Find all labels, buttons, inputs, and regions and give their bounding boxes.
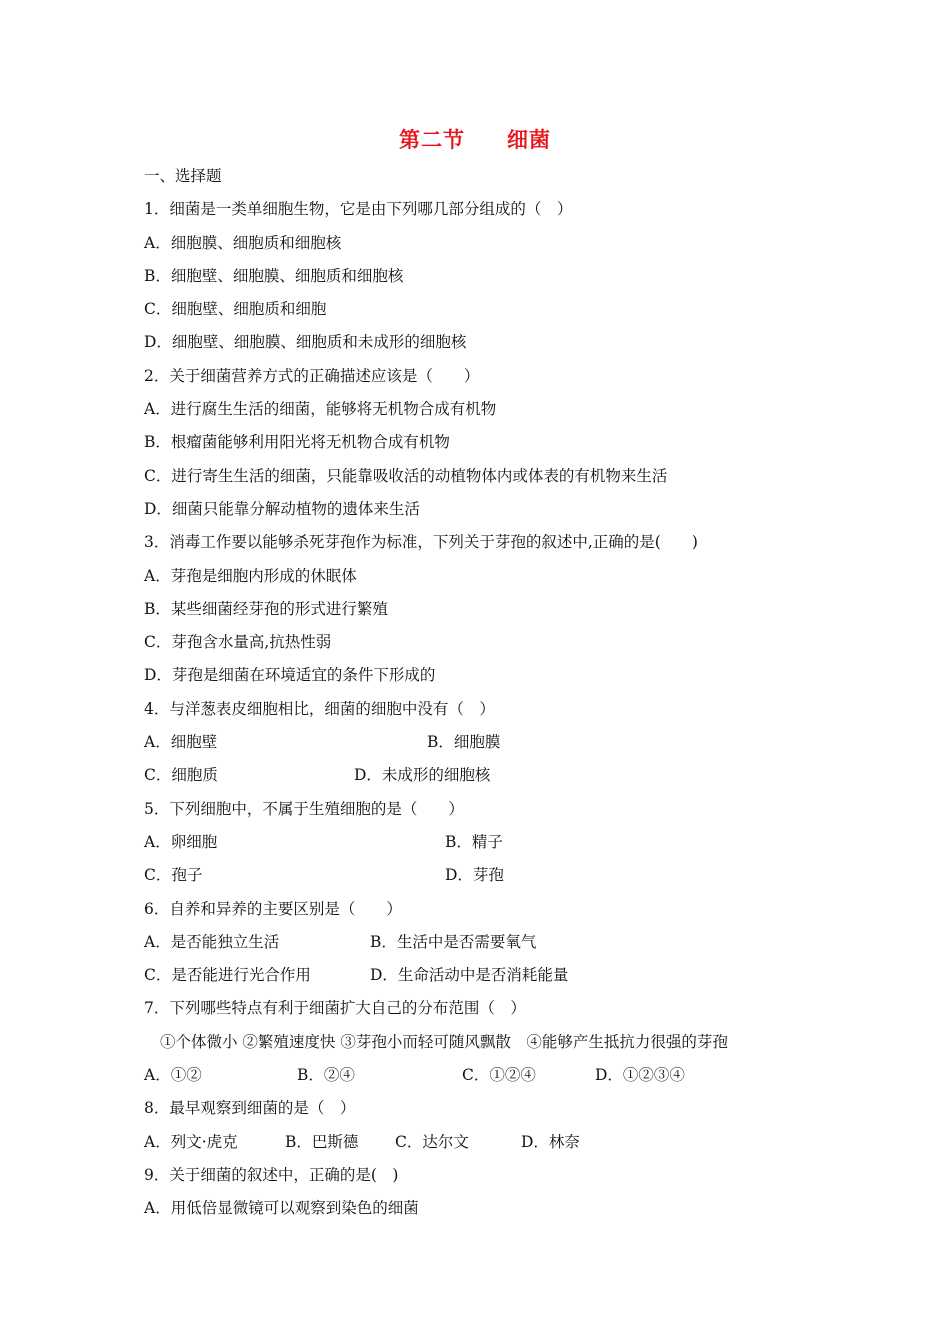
question-option: D．①②③④ (595, 1066, 685, 1085)
question-option: D．芽孢是细菌在环境适宜的条件下形成的 (144, 666, 436, 685)
option-row (144, 826, 824, 859)
question-stem: 3．消毒工作要以能够杀死芽孢作为标准，下列关于芽孢的叙述中,正确的是( ) (144, 533, 698, 552)
question-option: C．①②④ (462, 1066, 536, 1085)
question-stem: 4．与洋葱表皮细胞相比，细菌的细胞中没有（ ） (144, 699, 495, 718)
question-option: A．芽孢是细胞内形成的休眠体 (144, 566, 357, 585)
section-heading: 一、选择题 (144, 167, 222, 185)
question-option: B．细胞壁、细胞膜、细胞质和细胞核 (144, 266, 404, 285)
question-option: D．林奈 (521, 1132, 580, 1151)
option-row (144, 1059, 824, 1092)
question-stem: 2．关于细菌营养方式的正确描述应该是（ ） (144, 366, 480, 385)
question-option: D．细菌只能靠分解动植物的遗体来生活 (144, 499, 420, 518)
question-option: A．卵细胞 (144, 832, 218, 851)
question-option: B．巴斯德 (285, 1132, 359, 1151)
question-option: A．细胞壁 (144, 733, 218, 752)
option-row (144, 1126, 824, 1159)
question-option: A．用低倍显微镜可以观察到染色的细菌 (144, 1199, 419, 1218)
question-option: A．进行腐生生活的细菌，能够将无机物合成有机物 (144, 400, 497, 419)
question-subitems: ①个体微小 ②繁殖速度快 ③芽孢小而轻可随风飘散 ④能够产生抵抗力很强的芽孢 (160, 1032, 728, 1051)
question-option: C．达尔文 (395, 1132, 469, 1151)
question-list (144, 160, 824, 1226)
question-option: C．细胞壁、细胞质和细胞 (144, 300, 327, 319)
question-option: D．未成形的细胞核 (354, 766, 491, 785)
question-option: A．细胞膜、细胞质和细胞核 (144, 233, 342, 252)
title-part2: 细菌 (507, 127, 551, 152)
question-option: A．①② (144, 1066, 202, 1085)
title-part1: 第二节 (399, 127, 465, 152)
question-option: C．孢子 (144, 866, 203, 885)
question-stem: 5．下列细胞中，不属于生殖细胞的是（ ） (144, 799, 464, 818)
question-option: D．细胞壁、细胞膜、细胞质和未成形的细胞核 (144, 333, 467, 352)
question-option: B．精子 (445, 832, 503, 851)
question-option: D．芽孢 (445, 866, 504, 885)
question-option: B．细胞膜 (427, 733, 501, 752)
question-stem: 9．关于细菌的叙述中，正确的是( ) (144, 1165, 399, 1184)
option-row (144, 959, 824, 992)
option-row (144, 726, 824, 759)
question-stem: 7．下列哪些特点有利于细菌扩大自己的分布范围（ ） (144, 999, 526, 1018)
question-stem: 8．最早观察到细菌的是（ ） (144, 1099, 356, 1118)
option-row (144, 859, 824, 892)
question-stem: 1．细菌是一类单细胞生物，它是由下列哪几部分组成的（ ） (144, 200, 573, 219)
question-option: B．②④ (297, 1066, 355, 1085)
question-option: C．细胞质 (144, 766, 218, 785)
question-option: D．生命活动中是否消耗能量 (370, 966, 569, 985)
option-row (144, 926, 824, 959)
question-option: A．列文·虎克 (144, 1132, 238, 1151)
page-title (0, 124, 950, 154)
question-option: C．芽孢含水量高,抗热性弱 (144, 633, 332, 652)
question-option: A．是否能独立生活 (144, 932, 280, 951)
option-row (144, 759, 824, 792)
question-option: C．进行寄生生活的细菌，只能靠吸收活的动植物体内或体表的有机物来生活 (144, 466, 668, 485)
question-stem: 6．自养和异养的主要区别是（ ） (144, 899, 402, 918)
question-option: C．是否能进行光合作用 (144, 966, 311, 985)
question-option: B．某些细菌经芽孢的形式进行繁殖 (144, 599, 388, 618)
question-option: B．生活中是否需要氧气 (370, 932, 537, 951)
question-option: B．根瘤菌能够利用阳光将无机物合成有机物 (144, 433, 450, 452)
